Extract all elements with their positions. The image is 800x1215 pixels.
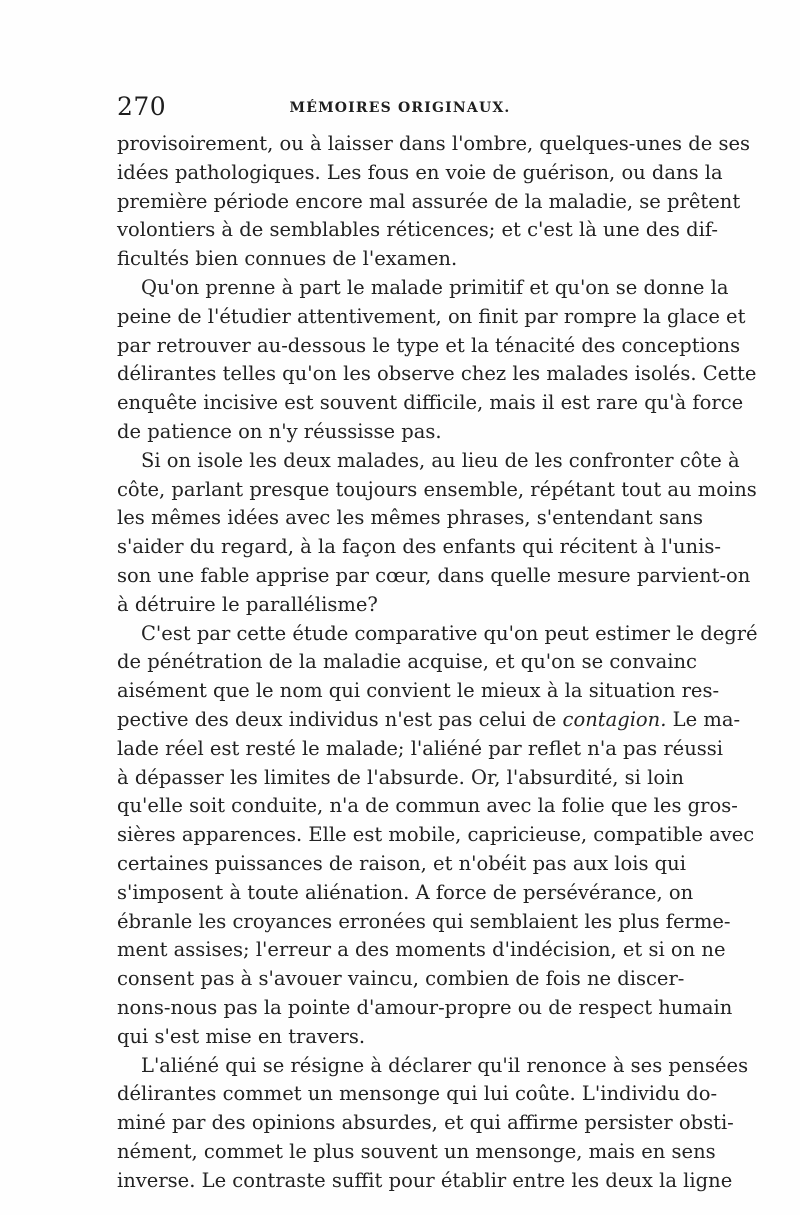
text-line: son une fable apprise par cœur, dans quelle mesure parvient-on <box>117 563 751 587</box>
text-line: sières apparences. Elle est mobile, capricieuse, compatible avec <box>117 823 755 847</box>
text-line: s'aider du regard, à la façon des enfants qui récitent à l'unis- <box>117 535 721 559</box>
paragraph-2 <box>117 274 757 447</box>
text-line: s'imposent à toute aliénation. A force de persévérance, on <box>117 880 694 904</box>
text-line-with-italic <box>117 706 741 735</box>
text-line: inverse. Le contraste suffit pour établir entre les deux la ligne <box>117 1168 733 1192</box>
text-line: idées pathologiques. Les fous en voie de guérison, ou dans la <box>117 160 723 184</box>
text-line: volontiers à de semblables réticences; et c'est là une des dif- <box>117 218 718 242</box>
text-line: de pénétration de la maladie acquise, et qu'on se convainc <box>117 650 697 674</box>
text-line: certaines puissances de raison, et n'obéit pas aux lois qui <box>117 851 686 875</box>
text-line: peine de l'étudier attentivement, on finit par rompre la glace et <box>117 304 746 328</box>
text-line: par retrouver au-dessous le type et la ténacité des conceptions <box>117 333 741 357</box>
text-line: lade réel est resté le malade; l'aliéné par reflet n'a pas réussi <box>117 736 724 760</box>
paragraph-3 <box>117 447 757 620</box>
text-line: qui s'est mise en travers. <box>117 1024 366 1048</box>
paragraph-1 <box>117 130 751 274</box>
text-line: C'est par cette étude comparative qu'on peut estimer le degré <box>141 621 758 645</box>
text-line: délirantes telles qu'on les observe chez les malades isolés. Cette <box>117 362 757 386</box>
text-line: ébranle les croyances erronées qui semblaient les plus ferme- <box>117 909 731 933</box>
text-line: consent pas à s'avouer vaincu, combien de fois ne discer- <box>117 967 685 991</box>
text-segment: pective des deux individus n'est pas celui de <box>117 707 563 731</box>
body-text <box>117 130 758 1195</box>
page-number: 270 <box>117 92 167 121</box>
text-line: qu'elle soit conduite, n'a de commun avec la folie que les gros- <box>117 794 738 818</box>
text-line: miné par des opinions absurdes, et qui affirme persister obsti- <box>117 1111 734 1135</box>
text-line: à détruire le parallélisme? <box>117 592 378 616</box>
page-header <box>117 92 683 122</box>
text-line: Si on isole les deux malades, au lieu de les confronter côte à <box>141 448 740 472</box>
text-line: nons-nous pas la pointe d'amour-propre ou de respect humain <box>117 995 733 1019</box>
text-line: ment assises; l'erreur a des moments d'indécision, et si on ne <box>117 938 726 962</box>
paragraph-5 <box>117 1052 749 1196</box>
text-line: aisément que le nom qui convient le mieux à la situation res- <box>117 679 720 703</box>
text-segment: Le ma- <box>666 707 741 731</box>
text-line: côte, parlant presque toujours ensemble, répétant tout au moins <box>117 477 757 501</box>
text-line: délirantes commet un mensonge qui lui coûte. L'individu do- <box>117 1082 718 1106</box>
paragraph-4 <box>117 620 758 1052</box>
text-line: première période encore mal assurée de la maladie, se prêtent <box>117 189 741 213</box>
text-line: de patience on n'y réussisse pas. <box>117 419 442 443</box>
text-line: provisoirement, ou à laisser dans l'ombre, quelques-unes de ses <box>117 132 751 155</box>
running-title: MÉMOIRES ORIGINAUX. <box>289 100 511 116</box>
text-line: les mêmes idées avec les mêmes phrases, s'entendant sans <box>117 506 704 530</box>
text-line: Qu'on prenne à part le malade primitif et qu'on se donne la <box>141 275 729 299</box>
text-line: à dépasser les limites de l'absurde. Or, l'absurdité, si loin <box>117 765 684 789</box>
italic-term: contagion. <box>562 707 667 731</box>
text-line: enquête incisive est souvent difficile, mais il est rare qu'à force <box>117 391 744 415</box>
text-line: ficultés bien connues de l'examen. <box>117 247 458 271</box>
text-line: L'aliéné qui se résigne à déclarer qu'il renonce à ses pensées <box>141 1053 749 1077</box>
text-line: nément, commet le plus souvent un mensonge, mais en sens <box>117 1139 716 1163</box>
